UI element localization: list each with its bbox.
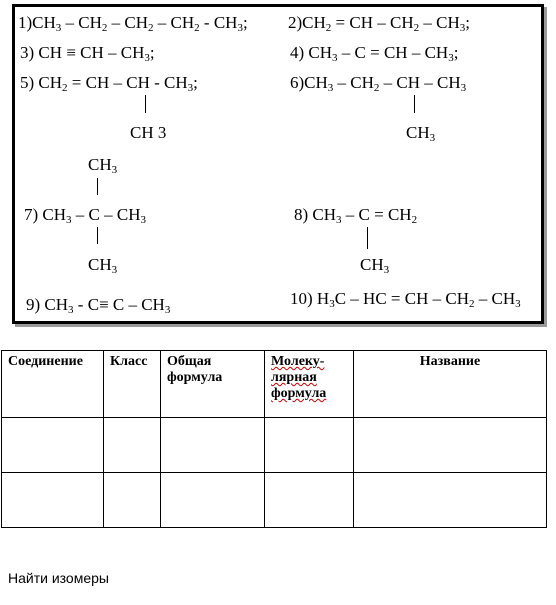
bond-5 bbox=[145, 95, 146, 113]
formula-1: $1)CH_3 - CH_2 - CH_2 - CH_2 - CH_3$; bbox=[18, 13, 248, 34]
formula-6-branch: $CH_3$ bbox=[406, 123, 436, 144]
formula-5-branch: CH 3 bbox=[130, 123, 167, 142]
header-compound: Соединение bbox=[2, 351, 104, 418]
table-row bbox=[2, 473, 547, 528]
table-row bbox=[2, 418, 547, 473]
table-cell bbox=[354, 473, 547, 528]
header-general-formula: Общая формула bbox=[161, 351, 265, 418]
table-cell bbox=[265, 418, 354, 473]
task-text: Найти изомеры bbox=[8, 570, 109, 586]
table-cell bbox=[104, 473, 161, 528]
formula-10: 10) $H_3C$ – HC = CH – $CH_2 - CH_3$ bbox=[290, 289, 521, 310]
bond-6 bbox=[414, 95, 415, 113]
table-cell bbox=[161, 418, 265, 473]
compounds-table bbox=[1, 350, 547, 528]
bond-7-top bbox=[97, 178, 98, 195]
header-name: Название bbox=[354, 351, 547, 418]
formula-8-branch: $CH_3$ bbox=[360, 255, 390, 276]
bond-8 bbox=[367, 227, 368, 249]
formula-7-bottom: $CH_3$ bbox=[88, 255, 118, 276]
formula-8: 8) $CH_3 - C = CH_2$ bbox=[294, 205, 418, 226]
formula-4: 4) $CH_3$ – C = CH – $CH_3$; bbox=[290, 43, 459, 64]
header-class: Класс bbox=[104, 351, 161, 418]
table-cell bbox=[2, 418, 104, 473]
table-header-row bbox=[2, 351, 547, 418]
formula-5: 5) $CH_2$ = CH – CH - $CH_3$; bbox=[20, 73, 198, 94]
bond-7-bottom bbox=[97, 227, 98, 244]
formula-7: 7) $CH_3$ – C – $CH_3$ bbox=[24, 205, 146, 226]
table-cell bbox=[2, 473, 104, 528]
formula-7-top: $CH_3$ bbox=[88, 155, 118, 176]
table-cell bbox=[265, 473, 354, 528]
table-cell bbox=[104, 418, 161, 473]
table-cell bbox=[354, 418, 547, 473]
table-cell bbox=[161, 473, 265, 528]
formula-9: 9) $CH_3 - C\equiv C - CH_3$ bbox=[26, 295, 171, 316]
formula-3: 3) CH ≡ CH – $CH_3$; bbox=[20, 43, 155, 64]
header-molecular-formula-text: Молеку-лярная формула bbox=[271, 354, 327, 401]
formula-2: $2)CH_2$ = CH – $CH_2 - CH_3$; bbox=[288, 13, 470, 34]
header-molecular-formula bbox=[265, 351, 354, 418]
formula-6: $6)CH_3 - CH_2$ – CH – $CH_3$ bbox=[290, 73, 467, 94]
